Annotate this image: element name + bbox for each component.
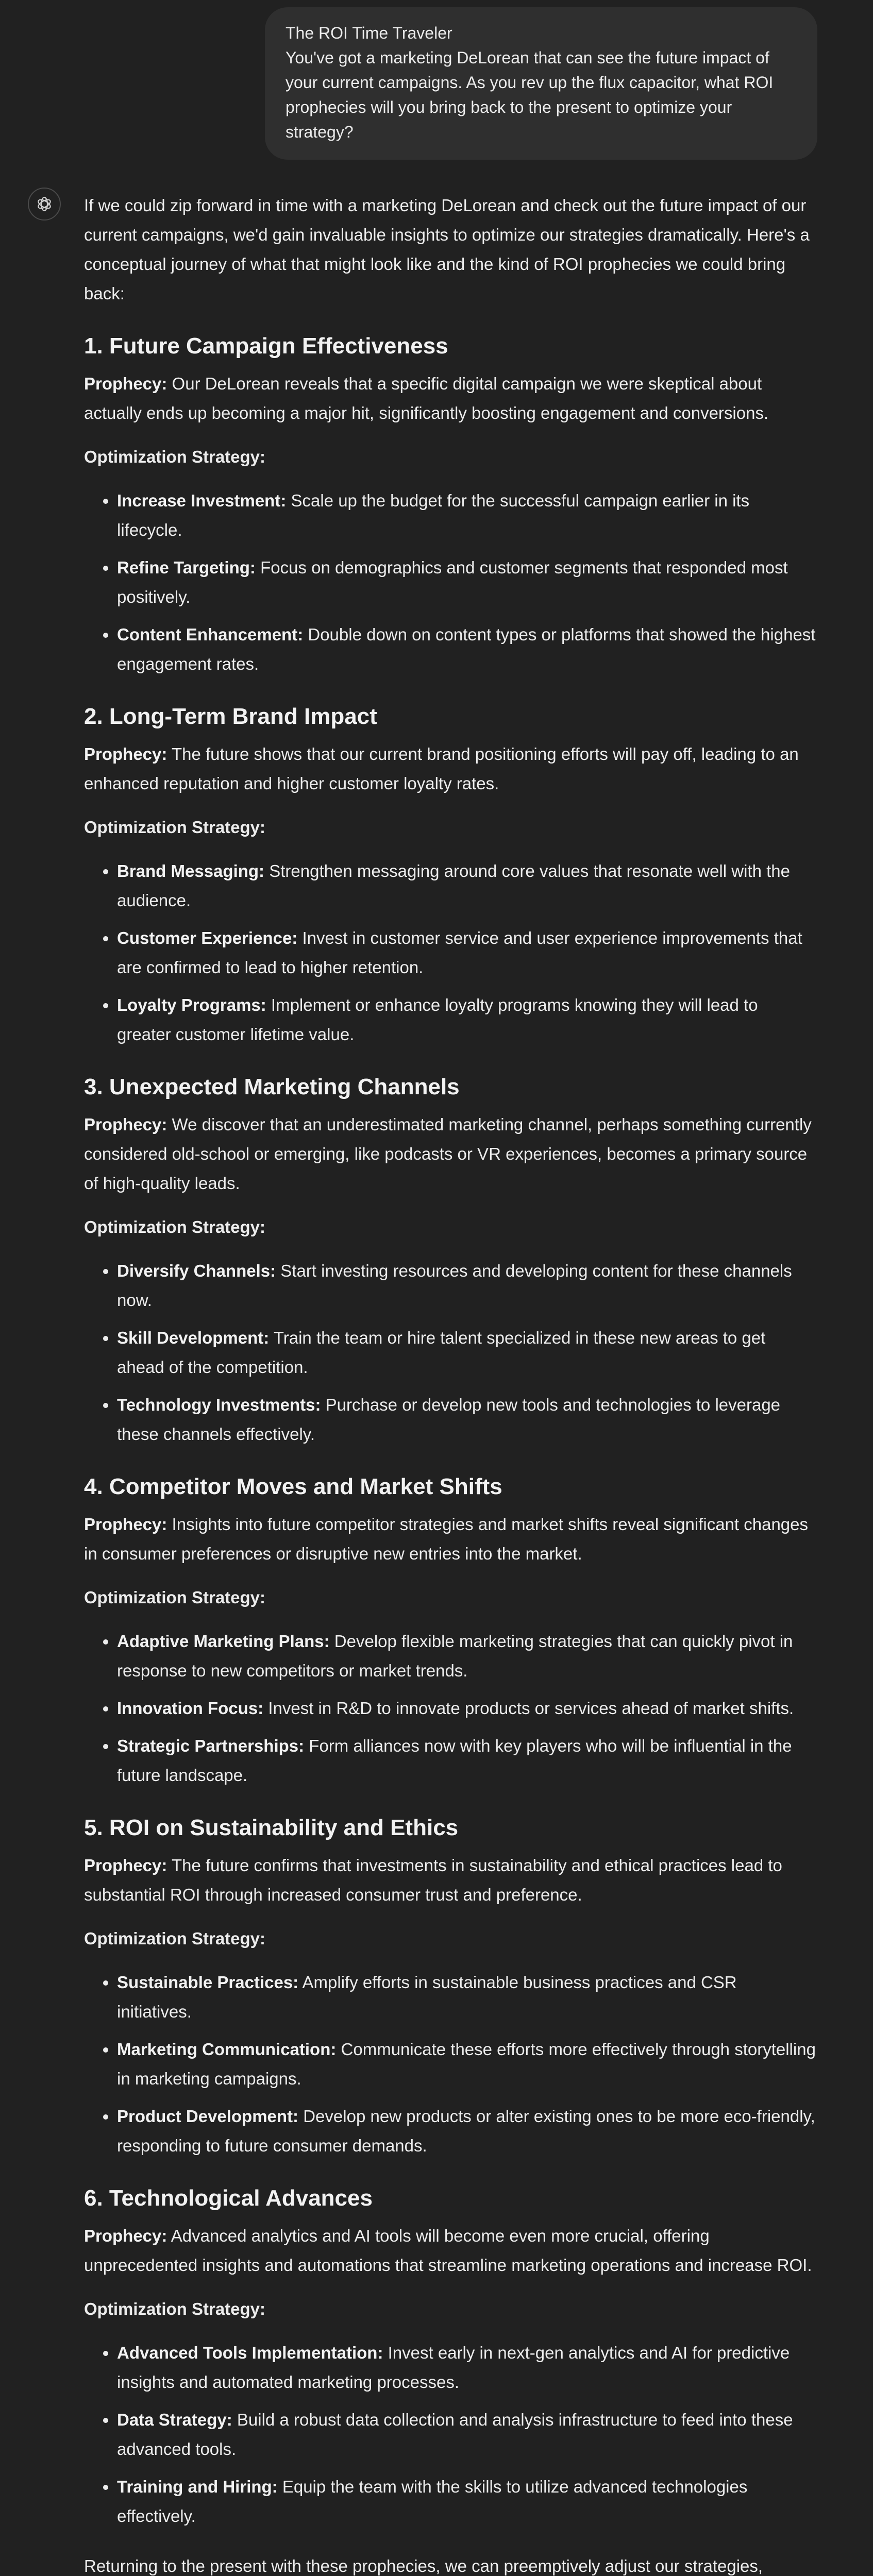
- answer-sections: [84, 331, 816, 2531]
- list-item-label: Refine Targeting:: [117, 558, 256, 577]
- intro-paragraph: If we could zip forward in time with a marketing DeLorean and check out the future impact of our current campaigns, we'd gain invaluable insights to optimize our strategies dramatically. Here's a conceptual journey of what that might look like and the kind of ROI prophecies we could bring back:: [84, 196, 810, 303]
- prophecy-text: The future shows that our current brand positioning efforts will pay off, leading to an enhanced reputation and higher customer loyalty rates.: [84, 744, 799, 793]
- section-heading: 4. Competitor Moves and Market Shifts: [84, 1474, 502, 1499]
- list-item: [117, 1968, 816, 2026]
- list-item-text: Develop flexible marketing strategies that can quickly pivot in response to new competitors or market trends.: [117, 1632, 793, 1680]
- list-item-text: Strengthen messaging around core values that resonate well with the audience.: [117, 861, 790, 910]
- list-item: [117, 2405, 816, 2464]
- list-item-text: Build a robust data collection and analysis infrastructure to feed into these advanced tools.: [117, 2410, 793, 2459]
- list-item: [117, 1731, 816, 1790]
- list-item-label: Customer Experience:: [117, 928, 298, 947]
- list-item-text: Amplify efforts in sustainable business practices and CSR initiatives.: [117, 1973, 737, 2021]
- prophecy-label: Prophecy:: [84, 1515, 167, 1534]
- list-item: [117, 923, 816, 982]
- prophecy-label: Prophecy:: [84, 744, 167, 764]
- prophecy-paragraph: [84, 1110, 816, 1198]
- list-item-label: Innovation Focus:: [117, 1699, 264, 1718]
- closing-paragraph: Returning to the present with these prophecies, we can preemptively adjust our strategies,: [84, 2556, 763, 2575]
- prophecy-label: Prophecy:: [84, 374, 167, 393]
- list-item-label: Training and Hiring:: [117, 2477, 278, 2496]
- user-message-title: The ROI Time Traveler: [286, 24, 452, 42]
- prophecy-paragraph: [84, 1851, 816, 1909]
- optimization-strategy-label: Optimization Strategy:: [84, 1217, 266, 1236]
- optimization-strategy-label: Optimization Strategy:: [84, 447, 266, 466]
- list-item-text: Purchase or develop new tools and technologies to leverage these channels effectively.: [117, 1395, 781, 1444]
- section-heading: 2. Long-Term Brand Impact: [84, 704, 377, 729]
- list-item: [117, 2102, 816, 2160]
- prophecy-text: Insights into future competitor strategies and market shifts reveal significant changes in consumer preferences or disruptive new entries into the market.: [84, 1515, 809, 1563]
- list-item-label: Sustainable Practices:: [117, 1973, 299, 1992]
- list-item-label: Content Enhancement:: [117, 625, 304, 644]
- optimization-strategy-label: Optimization Strategy:: [84, 818, 266, 837]
- prophecy-paragraph: [84, 2221, 816, 2280]
- assistant-message: [84, 191, 816, 2576]
- prophecy-text: Our DeLorean reveals that a specific digital campaign we were skeptical about actually ends up becoming a major hit, significantly boosting engagement and conversions.: [84, 374, 769, 422]
- list-item-text: Focus on demographics and customer segments that responded most positively.: [117, 558, 788, 606]
- section-heading: 6. Technological Advances: [84, 2185, 373, 2211]
- user-message-body: You've got a marketing DeLorean that can see the future impact of your current campaigns. As you rev up the flux capacitor, what ROI prophecies will you bring back to the present to optimize your strategy?: [286, 48, 774, 141]
- list-item: [117, 2472, 816, 2531]
- list-item-text: Form alliances now with key players who will be influential in the future landscape.: [117, 1736, 792, 1785]
- prophecy-label: Prophecy:: [84, 2226, 167, 2245]
- list-item: [117, 1693, 816, 1723]
- user-message-bubble: [265, 7, 817, 160]
- list-item: [117, 1323, 816, 1382]
- list-item: [117, 856, 816, 915]
- list-item-label: Technology Investments:: [117, 1395, 321, 1414]
- list-item-label: Adaptive Marketing Plans:: [117, 1632, 330, 1651]
- list-item-label: Brand Messaging:: [117, 861, 265, 880]
- strategy-list: [84, 486, 816, 679]
- list-item-label: Diversify Channels:: [117, 1261, 276, 1280]
- list-item-text: Start investing resources and developing content for these channels now.: [117, 1261, 792, 1310]
- list-item-text: Double down on content types or platforms that showed the highest engagement rates.: [117, 625, 816, 673]
- list-item: [117, 486, 816, 545]
- list-item-label: Increase Investment:: [117, 491, 287, 510]
- optimization-strategy-label: Optimization Strategy:: [84, 1929, 266, 1948]
- section-heading: 3. Unexpected Marketing Channels: [84, 1074, 460, 1099]
- prophecy-label: Prophecy:: [84, 1115, 167, 1134]
- list-item-label: Strategic Partnerships:: [117, 1736, 305, 1755]
- list-item-text: Communicate these efforts more effectively through storytelling in marketing campaigns.: [117, 2040, 816, 2088]
- list-item-text: Invest in R&D to innovate products or services ahead of market shifts.: [268, 1699, 794, 1718]
- list-item-label: Loyalty Programs:: [117, 995, 266, 1014]
- list-item-text: Equip the team with the skills to utilize advanced technologies effectively.: [117, 2477, 748, 2526]
- strategy-list: [84, 2338, 816, 2531]
- list-item-label: Skill Development:: [117, 1328, 270, 1347]
- list-item: [117, 2035, 816, 2093]
- list-item-text: Develop new products or alter existing ones to be more eco-friendly, responding to future consumer demands.: [117, 2107, 815, 2155]
- section-heading: 1. Future Campaign Effectiveness: [84, 333, 448, 359]
- assistant-avatar: [28, 188, 61, 221]
- optimization-strategy-label: Optimization Strategy:: [84, 2299, 266, 2318]
- list-item-label: Product Development:: [117, 2107, 299, 2126]
- list-item: [117, 553, 816, 612]
- prophecy-label: Prophecy:: [84, 1856, 167, 1875]
- optimization-strategy-label: Optimization Strategy:: [84, 1588, 266, 1607]
- list-item-text: Invest in customer service and user experience improvements that are confirmed to lead to higher retention.: [117, 928, 802, 977]
- strategy-list: [84, 1626, 816, 1790]
- section-heading: 5. ROI on Sustainability and Ethics: [84, 1815, 459, 1840]
- list-item: [117, 2338, 816, 2397]
- list-item: [117, 1256, 816, 1315]
- list-item: [117, 990, 816, 1049]
- prophecy-text: We discover that an underestimated marketing channel, perhaps something currently considered old-school or emerging, like podcasts or VR experiences, becomes a primary source of high-quality leads.: [84, 1115, 812, 1193]
- list-item-label: Advanced Tools Implementation:: [117, 2343, 383, 2362]
- strategy-list: [84, 1256, 816, 1449]
- prophecy-text: Advanced analytics and AI tools will become even more crucial, offering unprecedented insights and automations that streamline marketing operations and increase ROI.: [84, 2226, 812, 2275]
- prophecy-paragraph: [84, 369, 816, 428]
- prophecy-text: The future confirms that investments in sustainability and ethical practices lead to substantial ROI through increased consumer trust and preference.: [84, 1856, 782, 1904]
- prophecy-paragraph: [84, 1510, 816, 1568]
- user-message: [265, 7, 817, 160]
- list-item: [117, 1626, 816, 1685]
- list-item-text: Implement or enhance loyalty programs knowing they will lead to greater customer lifetime value.: [117, 995, 758, 1044]
- list-item: [117, 1390, 816, 1449]
- strategy-list: [84, 1968, 816, 2160]
- list-item-label: Data Strategy:: [117, 2410, 232, 2429]
- list-item: [117, 620, 816, 679]
- list-item-label: Marketing Communication:: [117, 2040, 337, 2059]
- list-item-text: Train the team or hire talent specialized in these new areas to get ahead of the competition.: [117, 1328, 766, 1377]
- list-item-text: Scale up the budget for the successful campaign earlier in its lifecycle.: [117, 491, 750, 539]
- list-item-text: Invest early in next-gen analytics and AI for predictive insights and automated marketing processes.: [117, 2343, 790, 2392]
- strategy-list: [84, 856, 816, 1049]
- prophecy-paragraph: [84, 739, 816, 798]
- openai-logo-icon: [34, 194, 55, 214]
